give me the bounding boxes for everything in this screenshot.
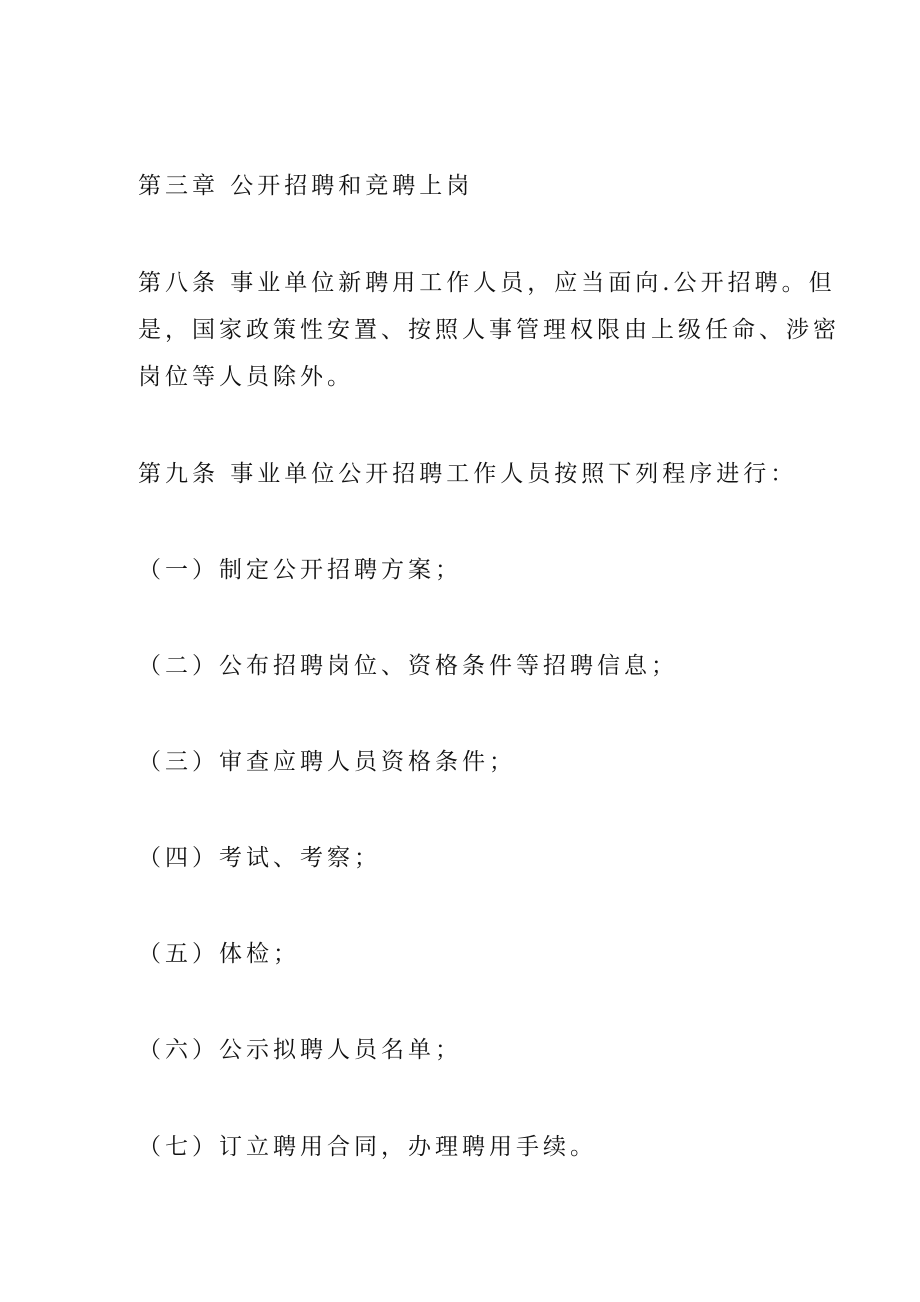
article-8-line: 第八条 事业单位新聘用工作人员，应当面向.公开招聘。但 <box>138 270 836 296</box>
article-8-line: 是，国家政策性安置、按照人事管理权限由上级任命、涉密 <box>138 317 840 343</box>
chapter-title: 第三章 公开招聘和竞聘上岗 <box>138 173 474 199</box>
procedure-step: （七）订立聘用合同，办理聘用手续。 <box>138 1134 597 1160</box>
article-8-line: 岗位等人员除外。 <box>138 364 354 390</box>
procedure-step: （三）审查应聘人员资格条件； <box>138 749 516 775</box>
procedure-step: （一）制定公开招聘方案； <box>138 557 462 583</box>
article-8-paragraph <box>138 260 840 401</box>
procedure-step: （四）考试、考察； <box>138 845 381 871</box>
procedure-step: （五）体检； <box>138 941 300 967</box>
article-9-intro: 第九条 事业单位公开招聘工作人员按照下列程序进行： <box>138 461 798 487</box>
procedure-step: （六）公示拟聘人员名单； <box>138 1037 462 1063</box>
procedure-step: （二）公布招聘岗位、资格条件等招聘信息； <box>138 653 678 679</box>
